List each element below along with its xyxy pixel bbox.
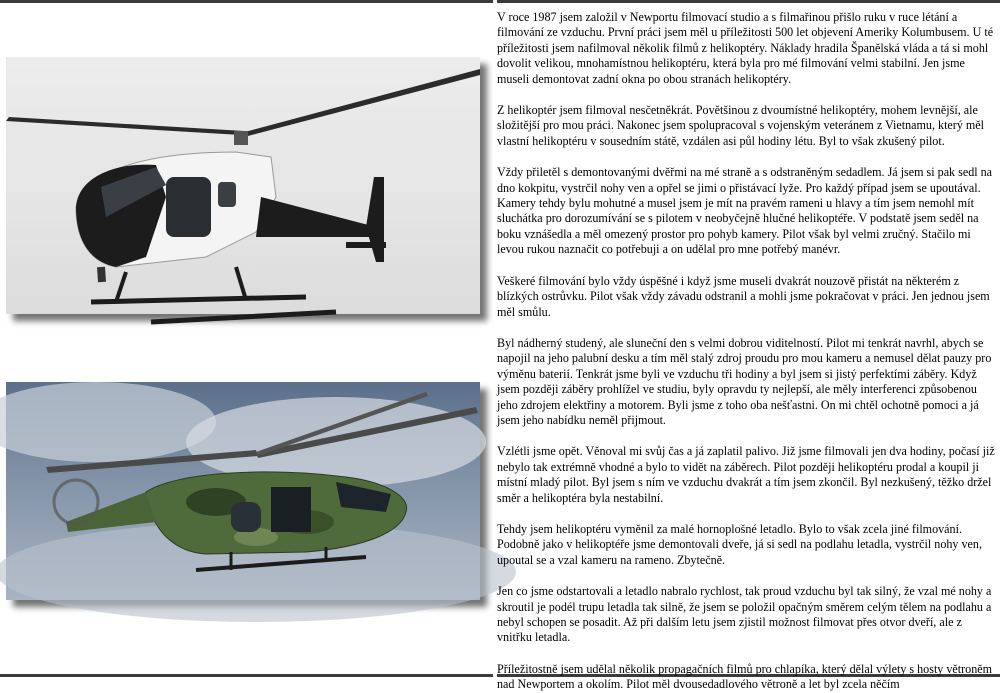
paragraph-7: Tehdy jsem helikoptéru vyměnil za malé hornoplošné letadlo. Bylo to však zcela jiné filmování. Podobně jako v helikoptéře jsme demontovali dveře, já si sedl na podlahu letadla, vystrčil nohy ven, upoutal se a vzal kameru na rameno. Zbytečně. <box>497 521 982 567</box>
paragraph-6: Vzlétli jsme opět. Věnoval mi svůj čas a já zaplatil palivo. Již jsme filmovali jen dva hodiny, počasí již nebylo tak extrémně vhodné a bylo to vidět na záběrech. Pilot později helikoptéru prodal a koupil ji místní mladý pilot. Byl jsem s ním ve vzduchu dvakrát a tím jsem zkončil. Byl nezkušený, těžko držel směr a helikoptéra byla nestabilní. <box>497 444 995 505</box>
paragraph-9: Příležitostně jsem udělal několik propagačních filmů pro chlapíka, který dělal výlety s hosty větroněm nad Newportem a okolím. Pilot měl dvousedadlového větroně a let byl zcela něčím <box>497 661 993 692</box>
helicopter-illustration-icon <box>6 57 480 314</box>
image-column <box>0 0 493 680</box>
military-helicopter-illustration-icon <box>6 382 480 600</box>
paragraph-1: V roce 1987 jsem založil v Newportu filmovací studio a s filmařinou přišlo ruku v ruce létání a filmování ze vzduchu. První práci jsem měl u příležitosti 500 let objevení Ameriky Kolumbusem. U té příležitosti jsem nafilmoval několik filmů z helikoptéry. Náklady hradila Španělská vláda a tá si mohl dovolit velikou, mnohamístnou helikoptéru, která byla pro mé filmování velmi stabilní. Jen jsme museli demontovat zadní okna po obou stranách helikoptéry. <box>497 10 994 86</box>
bottom-rule-left <box>0 674 493 677</box>
paragraph-2: Z helikoptér jsem filmoval nesčetněkrát. Povětšinou z dvoumístné helikoptéry, mohem levnější, ale složitější pro mou práci. Nakonec jsem spolupracoval s vojenským veteránem z Vietnamu, který měl vlastní helikoptéru v sousedním státě, vzdálen asi půl hodiny létu. Byl to však zkušený pilot. <box>497 103 985 148</box>
paragraph-5: Byl nádherný studený, ale sluneční den s velmi dobrou viditelností. Pilot mi tenkrát navrhl, abych se napojil na jeho palubní desku a tím měl stalý zdroj proudu pro mou kameru a nemusel dělat pauzy pro výměnu baterií. Tenkrát jsme byli ve vzduchu tři hodiny a byl jsem si jistý perfektími záběry. Když jsem později záběry prohlížel ve studiu, byly opravdu ty nejlepší, ale měly interferenci způsobenou jeho zdrojem elektřiny a motorem. Byli jsme z toho oba nešťastni. On mi chtěl ochotně pomoci a já jsem jeho nabídku neměl přijmout. <box>497 335 992 427</box>
paragraph-4: Veškeré filmování bylo vždy úspěšné i když jsme museli dvakrát nouzově přistát na některém z blízkých ostrůvku. Pilot však vždy závadu odstranil a mohli jsme pokračovat v práci. Jen jednou jsem měl smůlu. <box>497 273 990 319</box>
top-rule-left <box>0 0 493 3</box>
top-rule-right <box>497 0 1000 3</box>
camouflage-military-helicopter-photo <box>6 382 480 600</box>
paragraph-3: Vždy přiletěl s demontovanými dvěřmi na mé straně a s odstraněným sedadlem. Já jsem si pak sedl na dno kokpitu, vystrčil nohy ven a opřel se jimi o přistávací lyže. Pro každý případ jsem se upoutával. Kamery tehdy bylu mohutné a musel jsem je mít na pravém rameni u hlavy a tím jsem nemohl mít sluchátka pro dorozumívání se s pilotem v neobyčejně hlučné helikoptéře. V podstatě jsem seděl na boku vznášedla a měl omezený prostor pro pohyb kamery. Pilot však byl velmi zručný. Stačilo mi levou rukou naznačit co potřebuji a on udělal pro mne potřebý manévr. <box>497 165 993 257</box>
article-text <box>497 10 997 692</box>
paragraph-8: Jen co jsme odstartovali a letadlo nabralo rychlost, tak proud vzduchu byl tak silný, že vzal mé nohy a skroutil je podél trupu letadla tak silně, že jsem se položil opačným směrem celým tělem na podlahu a nebyl schopen se posadit. Až při dalším letu jsem zjistil možnost filmovat přes otvor dveří, ale z vnitřku letadla. <box>497 584 992 645</box>
white-helicopter-photo <box>6 57 480 314</box>
